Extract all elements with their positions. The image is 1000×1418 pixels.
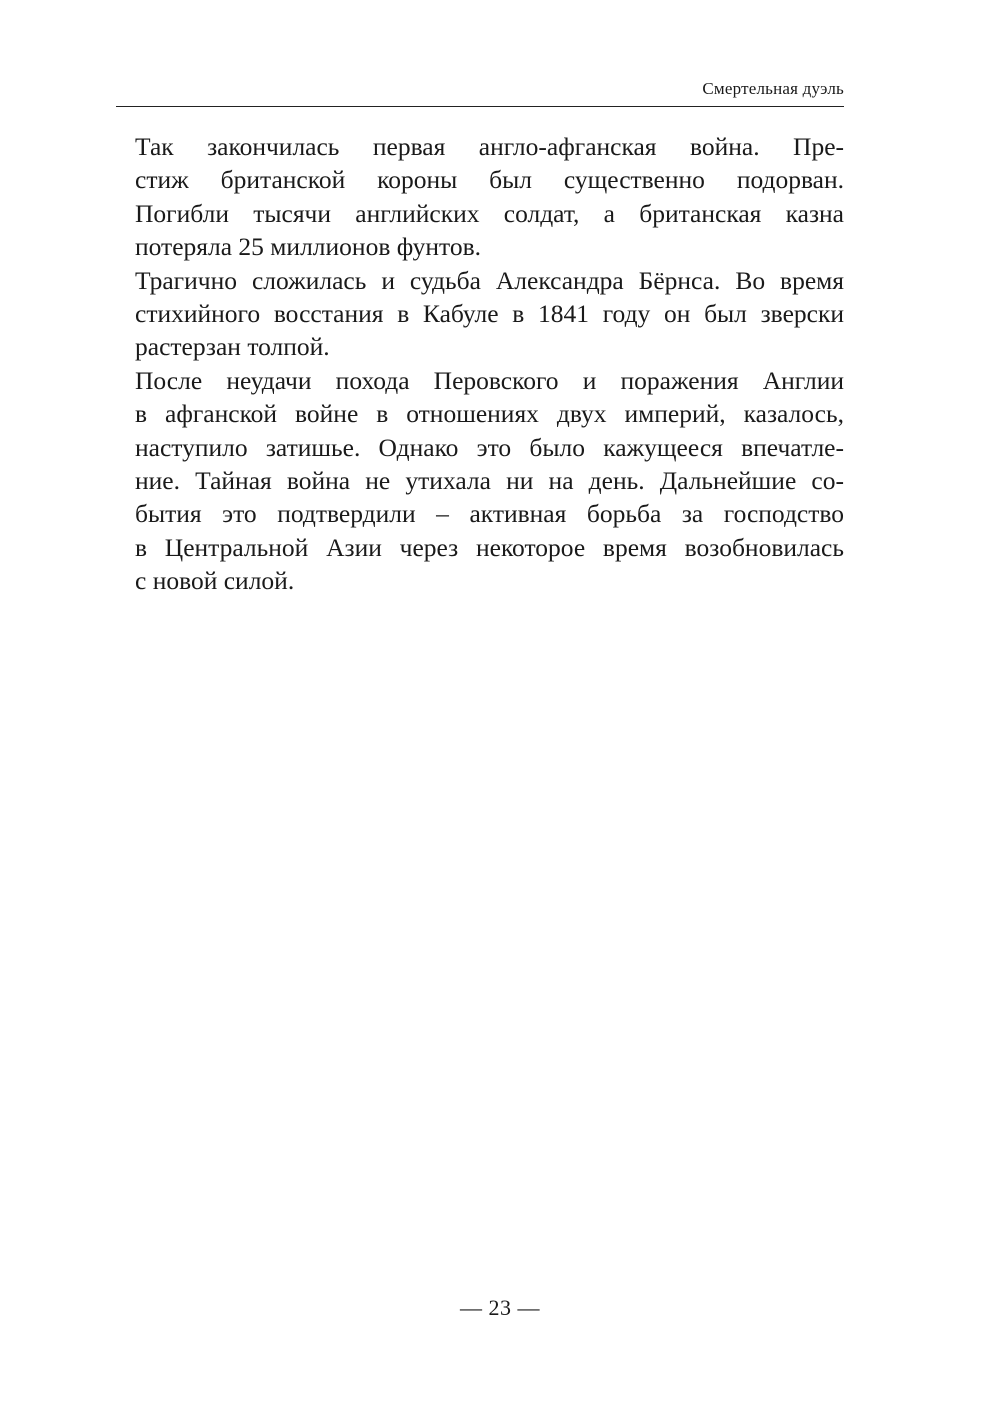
text-line: ние. Тайная война не утихала ни на день. Дальнейшие со-: [135, 466, 844, 496]
header-rule: [116, 106, 844, 107]
text-line: в Центральной Азии через некоторое время возобновилась: [135, 532, 844, 562]
page-number: — 23 —: [460, 1295, 540, 1320]
text-line: бытия это подтвердили – активная борьба за господство: [135, 499, 844, 529]
paragraph-2: [116, 264, 844, 364]
text-line: потеряла 25 миллионов фунтов.: [135, 232, 481, 262]
running-head: Смертельная дуэль: [702, 79, 844, 98]
text-line: растерзан толпой.: [135, 332, 330, 362]
text-line: в афганской войне в отношениях двух империй, казалось,: [135, 399, 844, 429]
paragraph-3: [116, 364, 844, 598]
text-line: Так закончилась первая англо-афганская война. Пре-: [135, 132, 844, 161]
text-line: Погибли тысячи английских солдат, а британская казна: [135, 198, 844, 228]
text-line: стихийного восстания в Кабуле в 1841 году он был зверски: [135, 299, 844, 329]
text-line: Трагично сложилась и судьба Александра Бёрнса. Во время: [135, 265, 844, 295]
text-line: с новой силой.: [135, 566, 295, 596]
text-line: наступило затишье. Однако это было кажущееся впечатле-: [135, 432, 844, 462]
body-text: [116, 130, 844, 598]
paragraph-1: [116, 130, 844, 264]
text-line: После неудачи похода Перовского и поражения Англии: [135, 365, 844, 395]
text-line: стиж британской короны был существенно подорван.: [135, 165, 844, 195]
